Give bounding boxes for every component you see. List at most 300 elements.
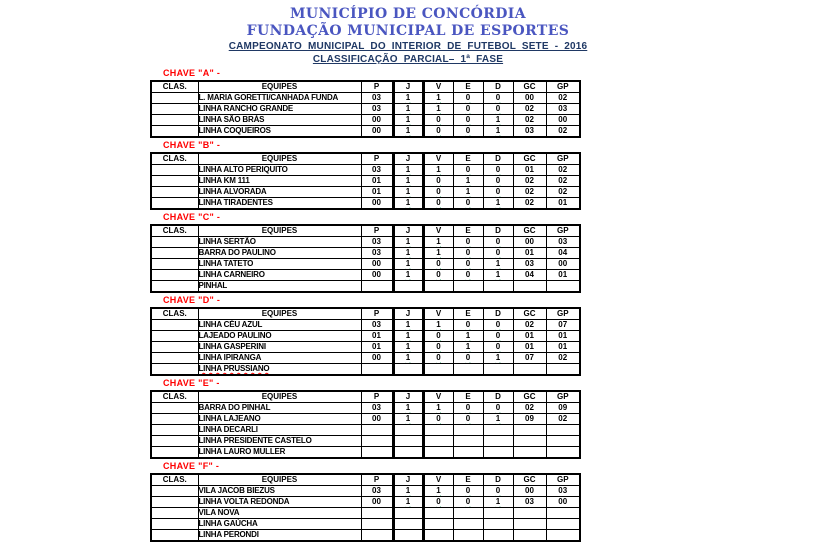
losses-cell: 1 <box>483 497 513 508</box>
wins-cell: 0 <box>423 331 453 342</box>
draws-cell: 1 <box>453 331 483 342</box>
clas-cell <box>151 519 198 530</box>
losses-cell <box>483 281 513 293</box>
points-cell: 01 <box>361 342 393 353</box>
games-cell: 1 <box>393 414 423 425</box>
games-cell <box>393 530 423 542</box>
column-header-gc: GC <box>513 225 546 237</box>
table-row <box>151 165 580 176</box>
column-header-v: V <box>423 153 453 165</box>
standings-table-f <box>150 473 581 542</box>
column-header-clas: CLAS. <box>151 153 198 165</box>
draws-cell: 0 <box>453 115 483 126</box>
points-cell: 00 <box>361 259 393 270</box>
losses-cell <box>483 364 513 376</box>
column-header-v: V <box>423 474 453 486</box>
goals-against-cell <box>513 425 546 436</box>
column-header-j: J <box>393 391 423 403</box>
column-header-gc: GC <box>513 308 546 320</box>
goals-against-cell: 02 <box>513 320 546 331</box>
points-cell: 00 <box>361 414 393 425</box>
column-header-e: E <box>453 391 483 403</box>
table-row <box>151 104 580 115</box>
document-header <box>0 0 816 66</box>
draws-cell <box>453 447 483 459</box>
games-cell: 1 <box>393 115 423 126</box>
table-row <box>151 331 580 342</box>
goals-against-cell: 02 <box>513 403 546 414</box>
column-header-gc: GC <box>513 153 546 165</box>
wins-cell: 1 <box>423 165 453 176</box>
goals-against-cell: 01 <box>513 248 546 259</box>
goals-against-cell: 00 <box>513 93 546 104</box>
wins-cell: 1 <box>423 320 453 331</box>
column-header-j: J <box>393 81 423 93</box>
table-row <box>151 364 580 376</box>
clas-cell <box>151 126 198 138</box>
clas-cell <box>151 497 198 508</box>
losses-cell: 0 <box>483 248 513 259</box>
wins-cell <box>423 508 453 519</box>
games-cell: 1 <box>393 126 423 138</box>
column-header-d: D <box>483 308 513 320</box>
municipality-title: MUNICÍPIO DE CONCÓRDIA <box>289 6 527 22</box>
column-header-gp: GP <box>546 308 580 320</box>
draws-cell: 0 <box>453 248 483 259</box>
team-name: LINHA ALVORADA <box>198 187 361 198</box>
column-header-gc: GC <box>513 81 546 93</box>
games-cell <box>393 519 423 530</box>
clas-cell <box>151 342 198 353</box>
draws-cell: 1 <box>453 187 483 198</box>
losses-cell: 1 <box>483 126 513 138</box>
column-header-gp: GP <box>546 474 580 486</box>
column-header-e: E <box>453 153 483 165</box>
wins-cell: 1 <box>423 486 453 497</box>
draws-cell: 0 <box>453 270 483 281</box>
foundation-title: FUNDAÇÃO MUNICIPAL DE ESPORTES <box>246 23 570 39</box>
table-row <box>151 414 580 425</box>
points-cell: 01 <box>361 176 393 187</box>
losses-cell: 1 <box>483 353 513 364</box>
goals-against-cell: 02 <box>513 198 546 210</box>
draws-cell <box>453 508 483 519</box>
losses-cell <box>483 508 513 519</box>
goals-for-cell: 02 <box>546 414 580 425</box>
column-header-clas: CLAS. <box>151 81 198 93</box>
team-name: L. MARIA GORETTI/CANHADA FUNDA <box>198 93 361 104</box>
column-header-gp: GP <box>546 391 580 403</box>
column-header-equipes: EQUIPES <box>198 153 361 165</box>
goals-for-cell: 03 <box>546 486 580 497</box>
clas-cell <box>151 486 198 497</box>
clas-cell <box>151 198 198 210</box>
column-header-d: D <box>483 391 513 403</box>
standings-table-d <box>150 307 581 376</box>
wins-cell <box>423 364 453 376</box>
goals-against-cell: 02 <box>513 104 546 115</box>
table-row <box>151 281 580 293</box>
team-name: LINHA LAURO MULLER <box>198 447 361 459</box>
games-cell: 1 <box>393 165 423 176</box>
goals-for-cell <box>546 425 580 436</box>
goals-for-cell <box>546 447 580 459</box>
clas-cell <box>151 425 198 436</box>
wins-cell: 0 <box>423 176 453 187</box>
column-header-v: V <box>423 225 453 237</box>
losses-cell: 0 <box>483 237 513 248</box>
games-cell <box>393 447 423 459</box>
wins-cell <box>423 447 453 459</box>
team-name: LINHA TATETO <box>198 259 361 270</box>
column-header-clas: CLAS. <box>151 308 198 320</box>
losses-cell: 0 <box>483 320 513 331</box>
goals-for-cell: 01 <box>546 342 580 353</box>
wins-cell: 1 <box>423 104 453 115</box>
table-row <box>151 320 580 331</box>
column-header-equipes: EQUIPES <box>198 81 361 93</box>
points-cell: 03 <box>361 165 393 176</box>
column-header-clas: CLAS. <box>151 225 198 237</box>
column-header-j: J <box>393 474 423 486</box>
points-cell <box>361 519 393 530</box>
points-cell <box>361 508 393 519</box>
clas-cell <box>151 508 198 519</box>
wins-cell: 0 <box>423 115 453 126</box>
team-name: LINHA COQUEIROS <box>198 126 361 138</box>
team-name: LINHA ALTO PERIQUITO <box>198 165 361 176</box>
goals-for-cell: 00 <box>546 115 580 126</box>
games-cell: 1 <box>393 320 423 331</box>
goals-against-cell <box>513 364 546 376</box>
goals-against-cell <box>513 508 546 519</box>
goals-against-cell: 02 <box>513 115 546 126</box>
draws-cell <box>453 281 483 293</box>
points-cell: 00 <box>361 270 393 281</box>
clas-cell <box>151 530 198 542</box>
column-header-p: P <box>361 391 393 403</box>
wins-cell <box>423 530 453 542</box>
clas-cell <box>151 176 198 187</box>
goals-for-cell: 00 <box>546 259 580 270</box>
games-cell: 1 <box>393 331 423 342</box>
points-cell: 00 <box>361 497 393 508</box>
losses-cell: 0 <box>483 403 513 414</box>
wins-cell: 0 <box>423 497 453 508</box>
group-a <box>150 68 580 138</box>
games-cell: 1 <box>393 176 423 187</box>
wins-cell: 0 <box>423 342 453 353</box>
clas-cell <box>151 165 198 176</box>
column-header-v: V <box>423 81 453 93</box>
goals-against-cell: 02 <box>513 187 546 198</box>
column-header-gc: GC <box>513 391 546 403</box>
goals-for-cell: 02 <box>546 353 580 364</box>
games-cell: 1 <box>393 104 423 115</box>
games-cell <box>393 508 423 519</box>
games-cell: 1 <box>393 259 423 270</box>
column-header-j: J <box>393 153 423 165</box>
column-header-equipes: EQUIPES <box>198 391 361 403</box>
column-header-d: D <box>483 474 513 486</box>
standings-table-c <box>150 224 581 293</box>
column-header-j: J <box>393 308 423 320</box>
losses-cell: 0 <box>483 176 513 187</box>
team-name: LINHA PRESIDENTE CASTELO <box>198 436 361 447</box>
goals-for-cell <box>546 364 580 376</box>
table-row <box>151 176 580 187</box>
team-name: BARRA DO PINHAL <box>198 403 361 414</box>
draws-cell: 0 <box>453 353 483 364</box>
team-name: VILA NOVA <box>198 508 361 519</box>
wins-cell: 0 <box>423 353 453 364</box>
wins-cell: 0 <box>423 187 453 198</box>
clas-cell <box>151 248 198 259</box>
losses-cell: 0 <box>483 165 513 176</box>
points-cell: 03 <box>361 248 393 259</box>
losses-cell: 0 <box>483 331 513 342</box>
goals-against-cell: 03 <box>513 259 546 270</box>
clas-cell <box>151 104 198 115</box>
column-header-gp: GP <box>546 81 580 93</box>
clas-cell <box>151 436 198 447</box>
draws-cell: 1 <box>453 176 483 187</box>
clas-cell <box>151 331 198 342</box>
goals-for-cell: 02 <box>546 126 580 138</box>
games-cell: 1 <box>393 198 423 210</box>
column-header-e: E <box>453 225 483 237</box>
table-row <box>151 115 580 126</box>
draws-cell: 1 <box>453 342 483 353</box>
team-name: PINHAL <box>198 281 361 293</box>
draws-cell <box>453 519 483 530</box>
goals-for-cell: 09 <box>546 403 580 414</box>
team-name: LINHA PERONDI <box>198 530 361 542</box>
column-header-gp: GP <box>546 153 580 165</box>
goals-for-cell: 02 <box>546 165 580 176</box>
games-cell: 1 <box>393 486 423 497</box>
team-name: LINHA GAÚCHA <box>198 519 361 530</box>
games-cell <box>393 364 423 376</box>
column-header-d: D <box>483 81 513 93</box>
column-header-d: D <box>483 225 513 237</box>
standings-table-a <box>150 80 581 138</box>
table-row <box>151 403 580 414</box>
goals-for-cell: 03 <box>546 104 580 115</box>
losses-cell <box>483 447 513 459</box>
losses-cell: 1 <box>483 259 513 270</box>
table-row <box>151 248 580 259</box>
column-header-clas: CLAS. <box>151 391 198 403</box>
points-cell: 00 <box>361 115 393 126</box>
clas-cell <box>151 353 198 364</box>
team-name: LINHA IPIRANGA <box>198 353 361 364</box>
team-name: LINHA DECARLI <box>198 425 361 436</box>
draws-cell <box>453 425 483 436</box>
games-cell: 1 <box>393 248 423 259</box>
clas-cell <box>151 403 198 414</box>
wins-cell <box>423 281 453 293</box>
goals-against-cell: 02 <box>513 176 546 187</box>
points-cell: 03 <box>361 486 393 497</box>
draws-cell: 0 <box>453 320 483 331</box>
points-cell <box>361 436 393 447</box>
goals-for-cell: 01 <box>546 198 580 210</box>
group-label-d: CHAVE "D" - <box>163 295 221 305</box>
group-e <box>150 378 580 459</box>
points-cell <box>361 364 393 376</box>
goals-for-cell: 07 <box>546 320 580 331</box>
table-row <box>151 342 580 353</box>
wins-cell: 0 <box>423 259 453 270</box>
column-header-equipes: EQUIPES <box>198 474 361 486</box>
column-header-p: P <box>361 153 393 165</box>
wins-cell: 1 <box>423 237 453 248</box>
points-cell: 03 <box>361 237 393 248</box>
column-header-clas: CLAS. <box>151 474 198 486</box>
draws-cell: 0 <box>453 403 483 414</box>
goals-against-cell: 01 <box>513 331 546 342</box>
team-name: LINHA LAJEANO <box>198 414 361 425</box>
losses-cell: 0 <box>483 342 513 353</box>
games-cell: 1 <box>393 237 423 248</box>
goals-against-cell <box>513 519 546 530</box>
games-cell: 1 <box>393 342 423 353</box>
goals-against-cell: 09 <box>513 414 546 425</box>
group-label-c: CHAVE "C" - <box>163 212 221 222</box>
draws-cell: 0 <box>453 414 483 425</box>
column-header-p: P <box>361 81 393 93</box>
losses-cell: 1 <box>483 270 513 281</box>
goals-for-cell <box>546 519 580 530</box>
games-cell: 1 <box>393 353 423 364</box>
games-cell: 1 <box>393 187 423 198</box>
table-row <box>151 93 580 104</box>
draws-cell <box>453 364 483 376</box>
standings-table-b <box>150 152 581 210</box>
column-header-equipes: EQUIPES <box>198 308 361 320</box>
team-name: LINHA SÃO BRÁS <box>198 115 361 126</box>
losses-cell: 0 <box>483 104 513 115</box>
goals-against-cell: 03 <box>513 126 546 138</box>
goals-for-cell: 01 <box>546 331 580 342</box>
clas-cell <box>151 364 198 376</box>
table-row <box>151 447 580 459</box>
goals-against-cell: 07 <box>513 353 546 364</box>
goals-against-cell <box>513 530 546 542</box>
games-cell: 1 <box>393 403 423 414</box>
goals-against-cell <box>513 436 546 447</box>
team-name: LINHA VOLTA REDONDA <box>198 497 361 508</box>
goals-against-cell: 00 <box>513 237 546 248</box>
goals-against-cell: 01 <box>513 342 546 353</box>
column-header-e: E <box>453 81 483 93</box>
losses-cell <box>483 530 513 542</box>
table-row <box>151 259 580 270</box>
goals-for-cell: 02 <box>546 187 580 198</box>
team-name: LINHA PRUSSIANO <box>198 364 361 376</box>
draws-cell: 0 <box>453 486 483 497</box>
table-row <box>151 126 580 138</box>
points-cell: 00 <box>361 198 393 210</box>
table-row <box>151 425 580 436</box>
goals-for-cell: 01 <box>546 270 580 281</box>
standings-table-e <box>150 390 581 459</box>
table-row <box>151 486 580 497</box>
goals-for-cell <box>546 530 580 542</box>
team-name: LINHA RANCHO GRANDE <box>198 104 361 115</box>
column-header-d: D <box>483 153 513 165</box>
games-cell: 1 <box>393 270 423 281</box>
losses-cell: 1 <box>483 115 513 126</box>
points-cell: 00 <box>361 126 393 138</box>
points-cell <box>361 447 393 459</box>
draws-cell: 0 <box>453 198 483 210</box>
team-name: LINHA CARNEIRO <box>198 270 361 281</box>
wins-cell <box>423 519 453 530</box>
team-name: LAJEADO PAULINO <box>198 331 361 342</box>
draws-cell: 0 <box>453 497 483 508</box>
points-cell <box>361 425 393 436</box>
column-header-p: P <box>361 308 393 320</box>
losses-cell <box>483 436 513 447</box>
table-row <box>151 270 580 281</box>
table-row <box>151 497 580 508</box>
goals-for-cell <box>546 281 580 293</box>
wins-cell: 0 <box>423 270 453 281</box>
championship-title: CAMPEONATO MUNICIPAL DO INTERIOR DE FUTEBOL SETE - 2016 <box>228 41 588 52</box>
losses-cell <box>483 425 513 436</box>
table-row <box>151 530 580 542</box>
clas-cell <box>151 414 198 425</box>
games-cell <box>393 425 423 436</box>
points-cell: 01 <box>361 331 393 342</box>
games-cell: 1 <box>393 497 423 508</box>
clas-cell <box>151 115 198 126</box>
goals-for-cell: 03 <box>546 237 580 248</box>
losses-cell <box>483 519 513 530</box>
wins-cell: 1 <box>423 403 453 414</box>
table-row <box>151 353 580 364</box>
clas-cell <box>151 237 198 248</box>
games-cell: 1 <box>393 93 423 104</box>
goals-against-cell: 03 <box>513 497 546 508</box>
table-row <box>151 198 580 210</box>
losses-cell: 0 <box>483 187 513 198</box>
goals-for-cell <box>546 508 580 519</box>
team-name: LINHA CÉU AZUL <box>198 320 361 331</box>
points-cell <box>361 281 393 293</box>
losses-cell: 0 <box>483 93 513 104</box>
goals-for-cell: 02 <box>546 176 580 187</box>
table-row <box>151 508 580 519</box>
clas-cell <box>151 93 198 104</box>
clas-cell <box>151 447 198 459</box>
table-row <box>151 187 580 198</box>
clas-cell <box>151 259 198 270</box>
group-label-f: CHAVE "F" - <box>163 461 220 471</box>
column-header-v: V <box>423 391 453 403</box>
clas-cell <box>151 281 198 293</box>
wins-cell: 0 <box>423 414 453 425</box>
goals-for-cell: 00 <box>546 497 580 508</box>
draws-cell: 0 <box>453 165 483 176</box>
losses-cell: 1 <box>483 198 513 210</box>
losses-cell: 0 <box>483 486 513 497</box>
team-name: LINHA TIRADENTES <box>198 198 361 210</box>
points-cell: 00 <box>361 353 393 364</box>
goals-for-cell <box>546 436 580 447</box>
